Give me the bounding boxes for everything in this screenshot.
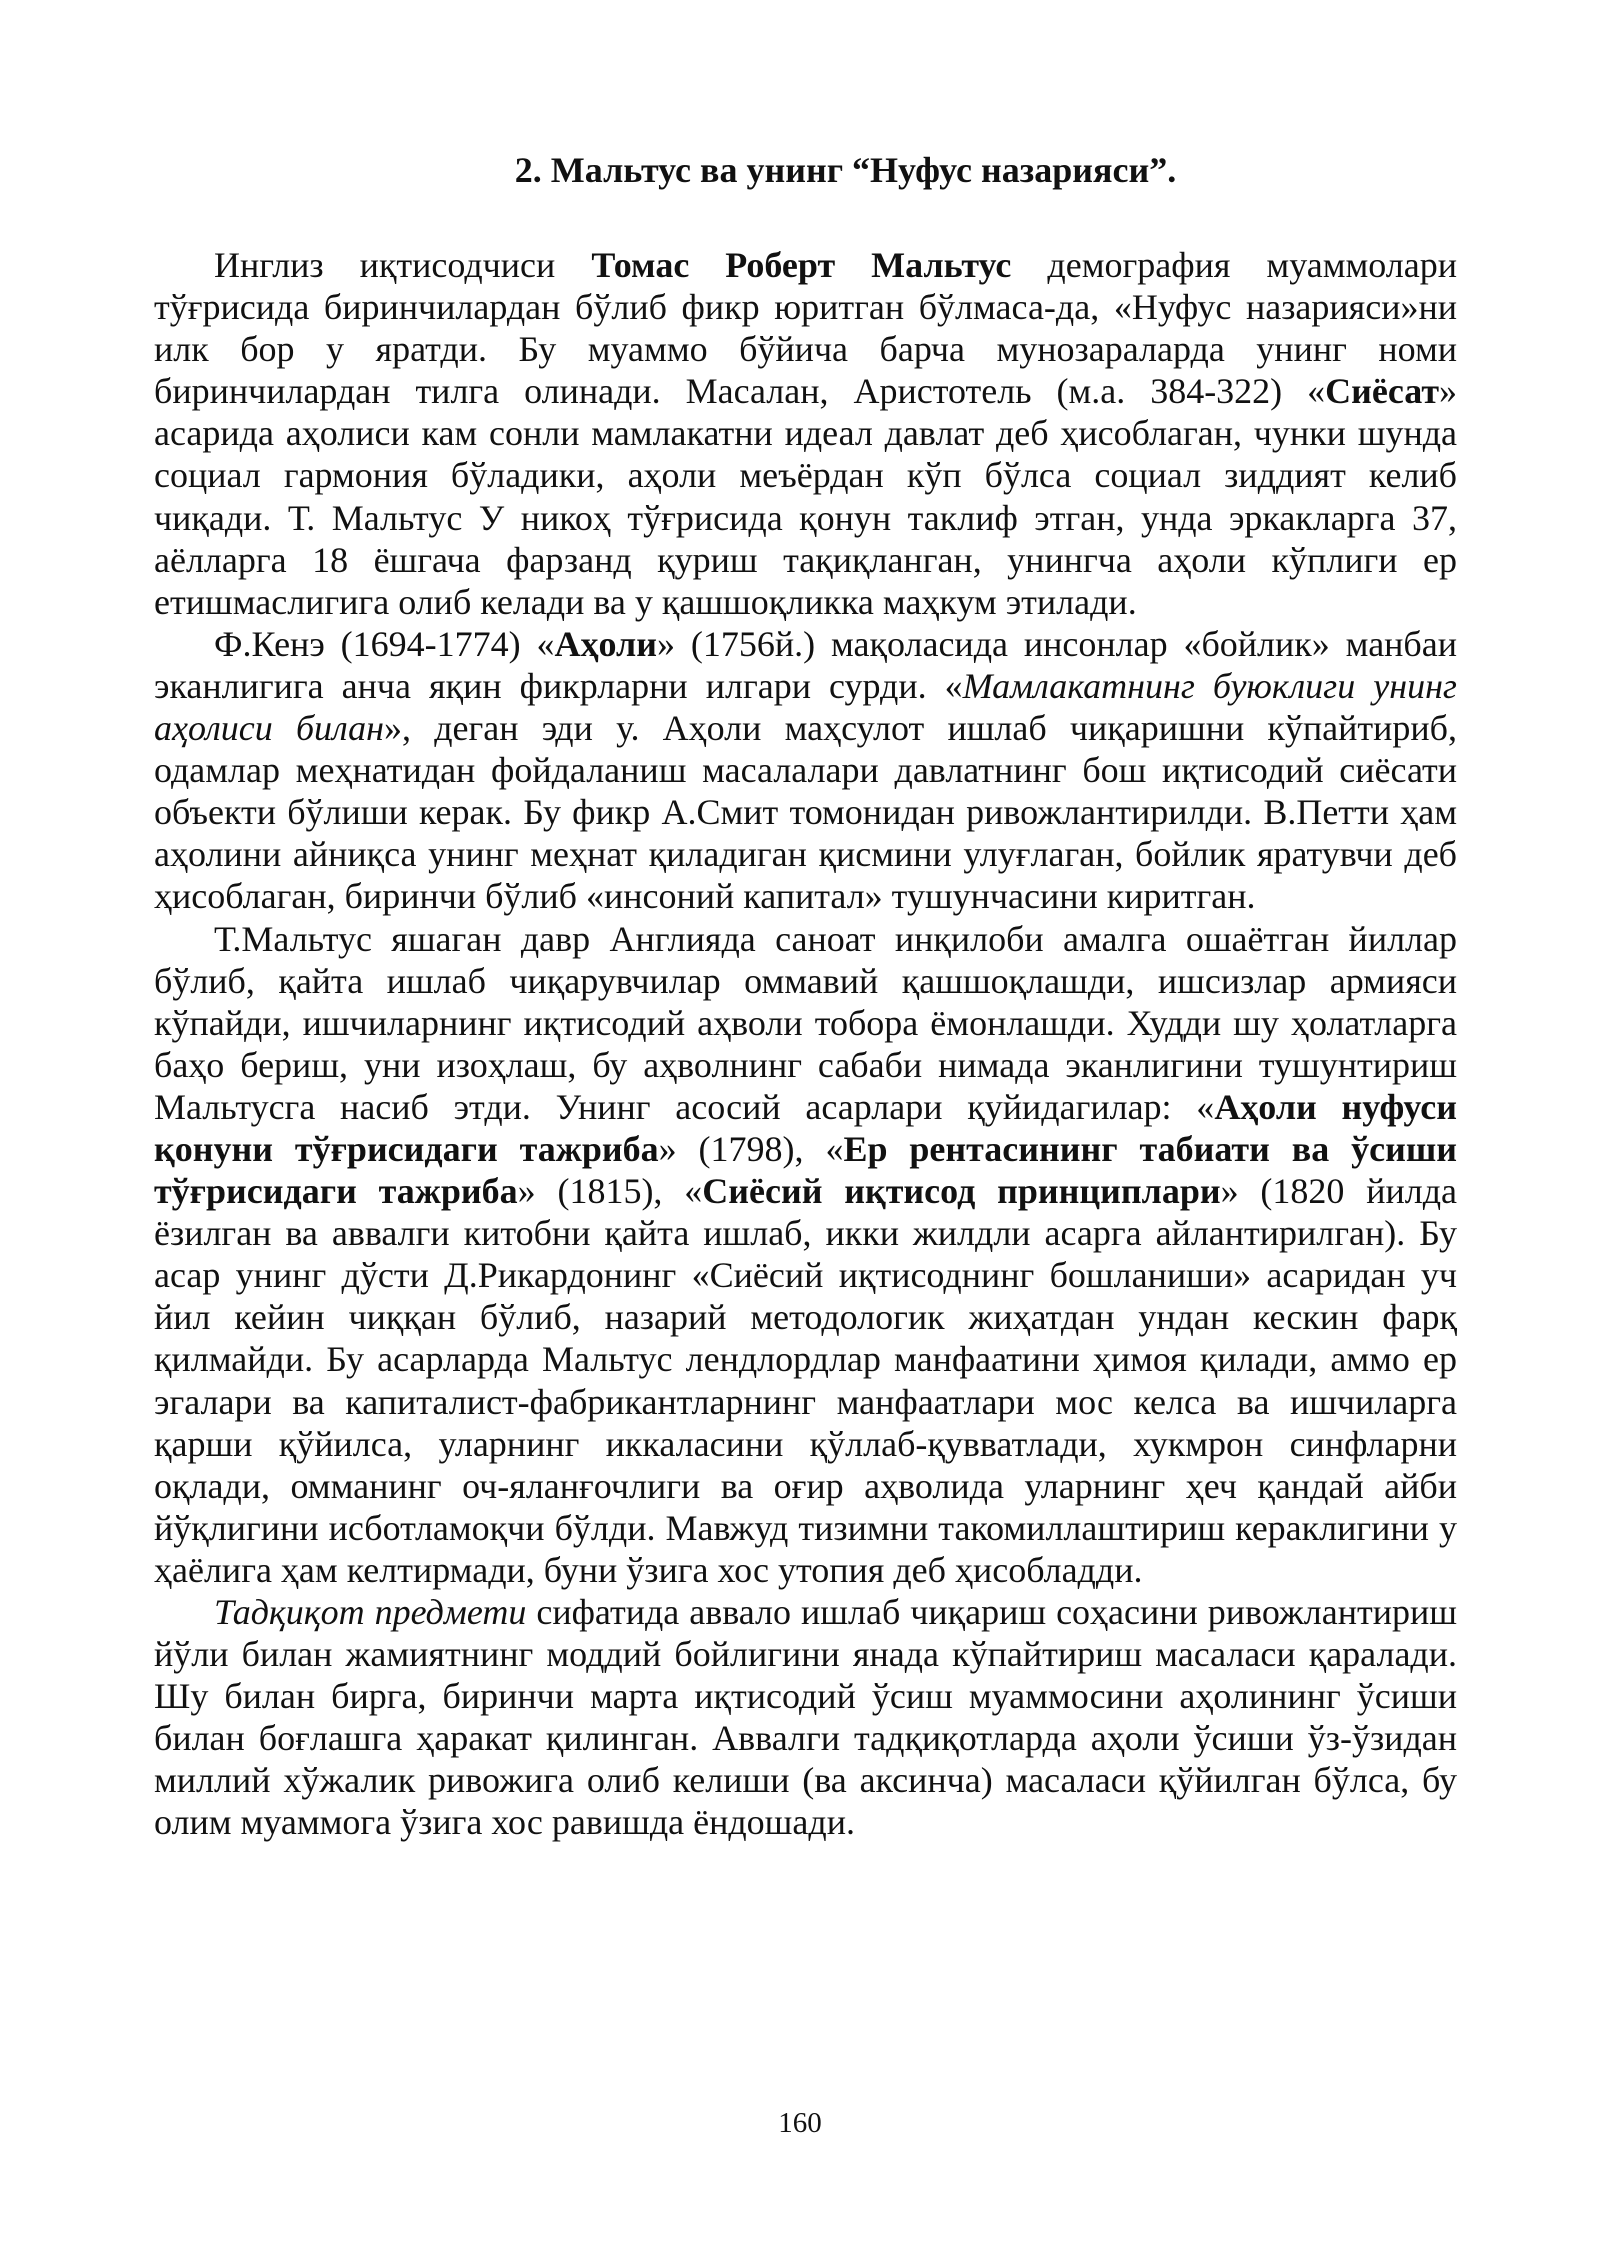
body-text xyxy=(154,244,1457,1844)
bold-text: Сиёсий иқтисод принциплари xyxy=(702,1171,1221,1212)
paragraph-1 xyxy=(154,244,1457,623)
text-run: демография муаммолари тўғрисида биринчилардан бўлиб фикр юритган бўлмаса-да, «Нуфус назарияси»ни илк бор у яратди. Бу муаммо бўйича барча мунозараларда унинг номи биринчилардан тилга олинади. Масалан, Аристотель (м.а. 384-322) « xyxy=(154,245,1458,412)
bold-text: Ер рентасининг табиати ва ўсиши тўғрисидаги тажриба xyxy=(154,1128,1457,1212)
bold-text: Аҳоли нуфуси қонуни тўғрисидаги тажриба xyxy=(154,1086,1457,1169)
paragraph-3 xyxy=(154,918,1457,1592)
text-run: » асарида аҳолиси кам сонли мамлакатни идеал давлат деб ҳисоблаган, чунки шунда социал гармония бўладики, аҳоли меъёрдан кўп бўлса социал зиддият келиб чиқади. Т. Мальтус У никоҳ тўғрисида қонун таклиф этган, унда эркакларга 37, аёлларга 18 ёшгача фарзанд қуриш тақиқланган, унингча аҳоли кўплиги ер етишмаслигига олиб келади ва у қашшоқликка маҳкум этилади. xyxy=(154,371,1457,622)
italic-text: Тадқиқот предмети xyxy=(214,1592,527,1632)
page-number: 160 xyxy=(778,2107,822,2139)
section-heading: 2. Мальтус ва унинг “Нуфус назарияси”. xyxy=(514,150,1177,190)
paragraph-4 xyxy=(154,1591,1457,1844)
text-run: » (1820 йилда ёзилган ва аввалги китобни қайта ишлаб, икки жилдли асарга айлантирилган). Бу асар унинг дўсти Д.Рикардонинг «Сиёсий иқтисоднинг бошланиши» асаридан уч йил кейин чиққан бўлиб, назарий методологик жиҳатдан ундан кескин фарқ қилмайди. Бу асарларда Мальтус лендлордлар манфаатини ҳимоя қилади, аммо ер эгалари ва капиталист-фабрикантларнинг манфаатлари мос келса ва ишчиларга қарши қўйилса, уларнинг иккаласини қўллаб-қувватлади, хукмрон синфларни оқлади, омманинг оч-яланғочлиги ва оғир аҳволида уларнинг ҳеч қандай айби йўқлигини исботламоқчи бўлди. Мавжуд тизимни такомиллаштириш кераклигини у ҳаёлига ҳам келтирмади, буни ўзига хос утопия деб ҳисобладди. xyxy=(154,1171,1458,1590)
text-run: » (1798), « xyxy=(658,1128,844,1169)
bold-text: Томас Роберт Мальтус xyxy=(591,245,1012,285)
text-run: Инглиз иқтисодчиси xyxy=(214,245,592,285)
text-run: », деган эди у. Аҳоли маҳсулот ишлаб чиқаришни кўпайтириб, одамлар меҳнатидан фойдаланиш масалалари давлатнинг бош иқтисодий сиёсати объекти бўлиши керак. Бу фикр А.Смит томонидан ривожлантирилди. В.Петти ҳам аҳолини айниқса унинг меҳнат қиладиган қисмини улуғлаган, бойлик яратувчи деб ҳисоблаган, биринчи бўлиб «инсоний капитал» тушунчасини киритган. xyxy=(154,708,1457,917)
text-run: » (1756й.) мақоласида инсонлар «бойлик» манбаи эканлигига анча яқин фикрларни илгари сурди. « xyxy=(154,623,1457,706)
bold-text: Аҳоли xyxy=(554,623,657,664)
text-run: Т.Мальтус яшаган давр Англияда саноат инқилоби амалга ошаётган йиллар бўлиб, қайта ишлаб чиқарувчилар оммавий қашшоқлашди, ишсизлар армияси кўпайди, ишчиларнинг иқтисодий аҳволи тобора ёмонлашди. Худди шу ҳолатларга баҳо бериш, уни изоҳлаш, бу аҳволнинг сабаби нимада эканлигини тушунтириш Мальтусга насиб этди. Унинг асосий асарлари қуйидагилар: « xyxy=(154,918,1457,1127)
paragraph-2 xyxy=(154,623,1457,918)
bold-text: Сиёсат xyxy=(1325,371,1439,412)
text-run: » (1815), « xyxy=(517,1171,703,1212)
text-run: сифатида аввало ишлаб чиқариш соҳасини ривожлантириш йўли билан жамиятнинг моддий бойлигини янада кўпайтириш масаласи қаралади. Шу билан бирга, биринчи марта иқтисодий ўсиш муаммосини аҳолининг ўсиши билан боғлашга ҳаракат қилинган. Аввалги тадқиқотларда аҳоли ўсиши ўз-ўзидан миллий хўжалик ривожига олиб келиши (ва аксинча) масаласи қўйилган бўлса, бу олим муаммога ўзига хос равишда ёндошади. xyxy=(154,1592,1457,1843)
italic-text: Мамлакатнинг буюклиги унинг аҳолиси билан xyxy=(154,665,1457,749)
document-page xyxy=(154,148,1457,1844)
text-run: Ф.Кенэ (1694-1774) « xyxy=(214,623,555,664)
